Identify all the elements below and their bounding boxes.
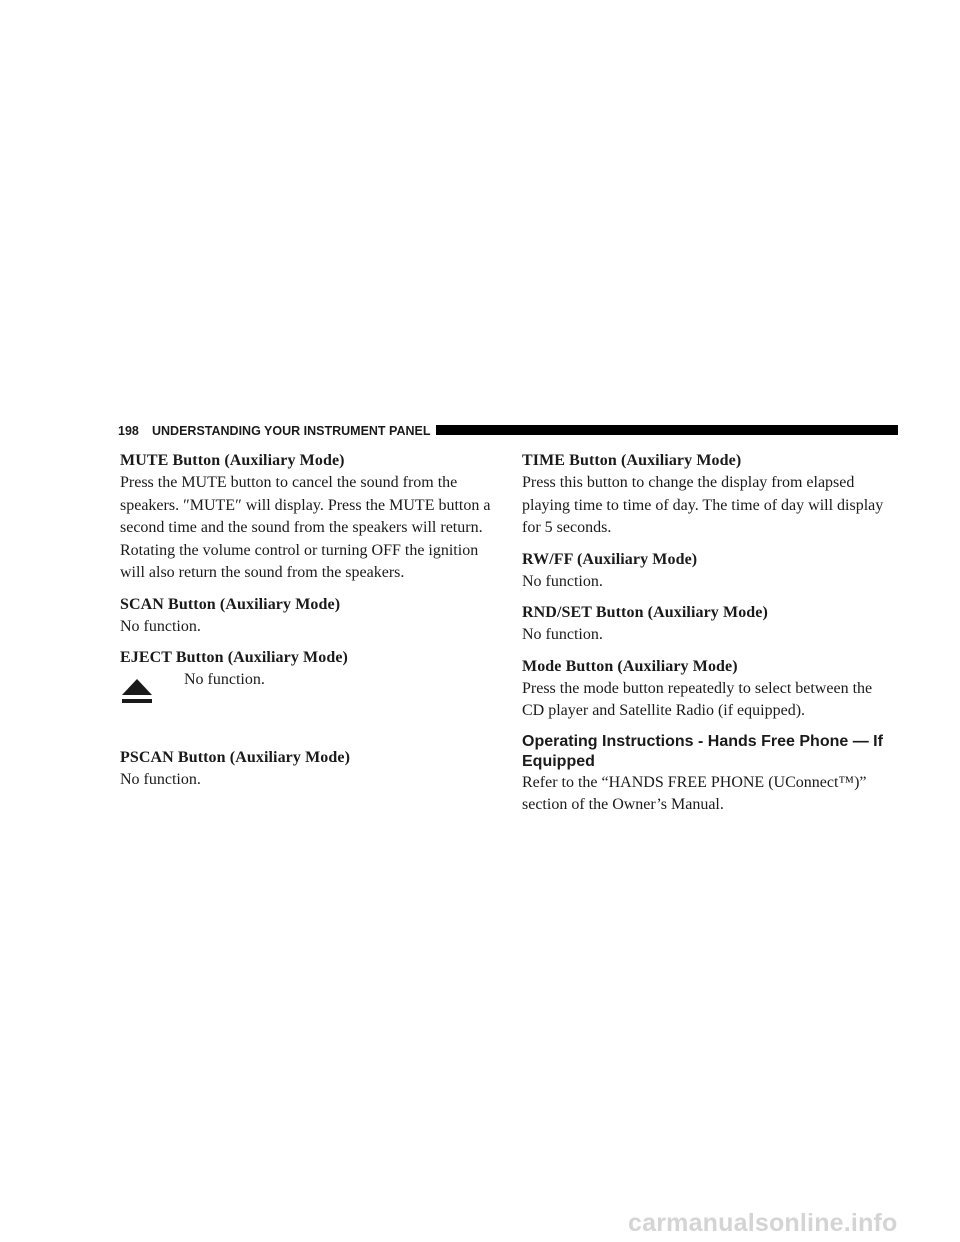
mute-heading: MUTE Button (Auxiliary Mode) [120,452,345,469]
hands-free-heading-line-1: Operating Instructions - Hands Free Phone — If [522,732,883,750]
page-header [118,423,898,439]
pscan-heading: PSCAN Button (Auxiliary Mode) [120,749,351,766]
eject-heading: EJECT Button (Auxiliary Mode) [120,649,348,666]
page-number: 198 [118,424,139,438]
mute-line-4: Rotating the volume control or turning OFF the ignition [120,541,479,559]
rwff-body: No function. [522,572,603,590]
rndset-heading: RND/SET Button (Auxiliary Mode) [522,604,768,621]
eject-icon [122,679,152,705]
mute-line-1: Press the MUTE button to cancel the sound from the [120,474,458,491]
mute-line-5: will also return the sound from the speakers. [120,564,405,581]
eject-row [120,669,496,747]
hands-free-line-1: Refer to the “HANDS FREE PHONE (UConnect™)” [522,773,867,791]
pscan-body: No function. [120,771,201,788]
time-line-1: Press this button to change the display from elapsed [522,474,855,491]
time-line-3: for 5 seconds. [522,519,612,536]
rwff-heading: RW/FF (Auxiliary Mode) [522,550,698,568]
header-rule [436,425,898,435]
mode-heading: Mode Button (Auxiliary Mode) [522,657,738,675]
watermark-logo [628,1206,950,1238]
hands-free-heading-line-2: Equipped [522,752,595,770]
section-title: UNDERSTANDING YOUR INSTRUMENT PANEL [152,424,431,438]
eject-body: No function. [184,671,265,688]
left-column [120,450,496,792]
time-heading: TIME Button (Auxiliary Mode) [522,452,742,469]
mute-line-3: second time and the sound from the speakers will return. [120,519,483,536]
scan-body: No function. [120,617,201,635]
hands-free-line-2: section of the Owner’s Manual. [522,796,724,813]
scan-heading: SCAN Button (Auxiliary Mode) [120,595,341,613]
mode-line-2: CD player and Satellite Radio (if equipped). [522,702,806,719]
svg-text:carmanualsonline.info: carmanualsonline.info [628,1209,898,1237]
mute-line-2: speakers. ″MUTE″ will display. Press the MUTE button a [120,496,491,514]
mode-line-1: Press the mode button repeatedly to select between the [522,679,873,697]
time-line-2: playing time to time of day. The time of day will display [522,496,884,514]
rndset-body: No function. [522,626,603,643]
right-column [522,450,898,817]
